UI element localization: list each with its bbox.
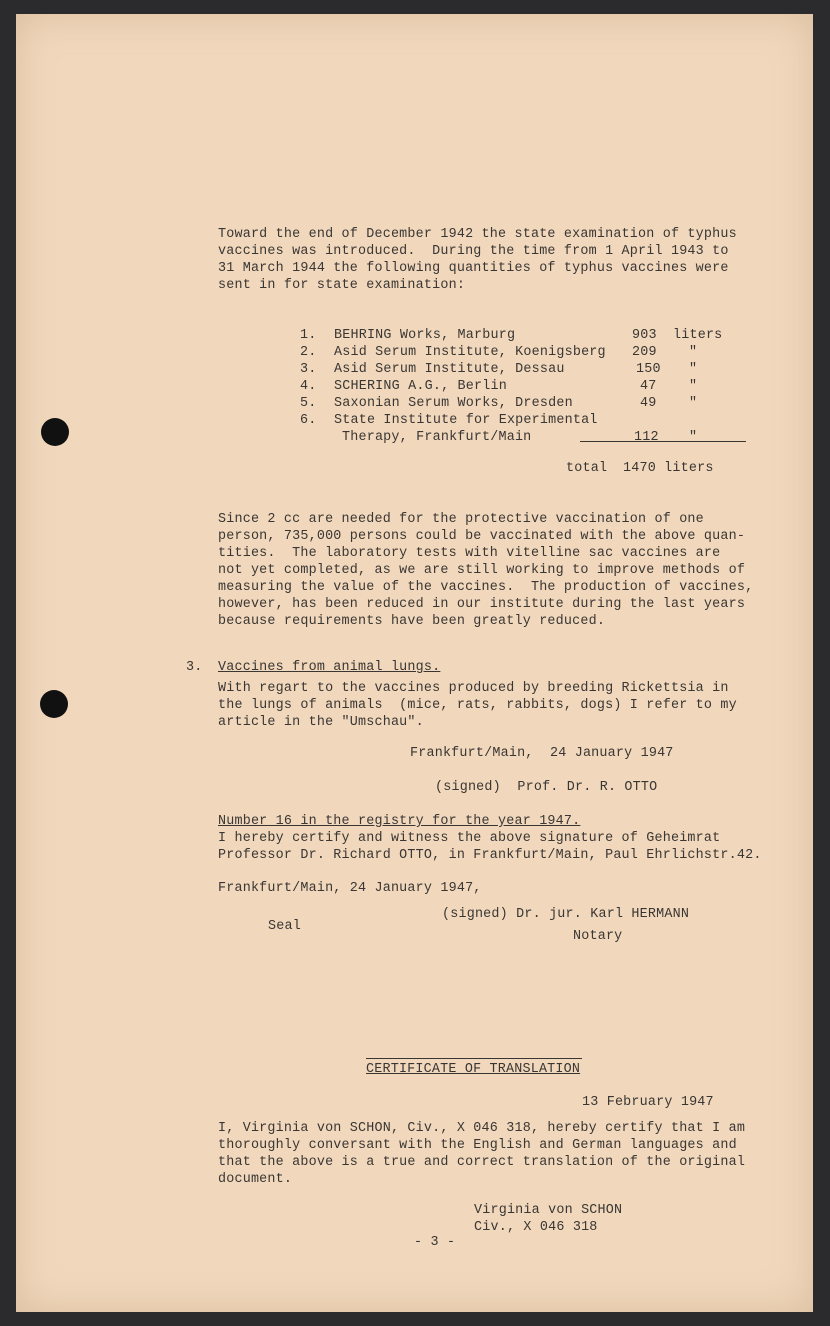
page-number: - 3 -: [414, 1235, 456, 1250]
paragraph-line: because requirements have been greatly reduced.: [218, 614, 606, 629]
table-row-unit: ": [689, 396, 698, 411]
notary-signature: (signed) Dr. jur. Karl HERMANN: [442, 907, 690, 922]
table-row-name: BEHRING Works, Marburg: [334, 328, 516, 343]
table-row-qty: 903: [632, 328, 657, 343]
table-row-num: 6.: [300, 413, 317, 428]
signature-otto: (signed) Prof. Dr. R. OTTO: [435, 780, 658, 795]
paragraph-line: person, 735,000 persons could be vaccinated with the above quan-: [218, 529, 746, 544]
paragraph-line: not yet completed, as we are still working to improve methods of: [218, 563, 746, 578]
table-row-name: Therapy, Frankfurt/Main: [342, 430, 532, 445]
certify-line: I hereby certify and witness the above signature of Geheimrat: [218, 831, 721, 846]
table-row-qty: 150: [636, 362, 661, 377]
intro-line: sent in for state examination:: [218, 278, 466, 293]
table-row-unit: liters: [673, 328, 723, 343]
table-row-name: SCHERING A.G., Berlin: [334, 379, 507, 394]
paragraph-line: measuring the value of the vaccines. The production of vaccines,: [218, 580, 754, 595]
table-row-num: 5.: [300, 396, 317, 411]
punch-hole-bottom: [40, 690, 68, 718]
certificate-date: 13 February 1947: [582, 1095, 714, 1110]
registry-line: Number 16 in the registry for the year 1947.: [218, 814, 581, 829]
table-row-qty: 49: [640, 396, 657, 411]
certificate-line: I, Virginia von SCHON, Civ., X 046 318, hereby certify that I am: [218, 1121, 746, 1136]
translator-name: Virginia von SCHON: [474, 1203, 623, 1218]
table-row-name: Saxonian Serum Works, Dresden: [334, 396, 573, 411]
table-row-qty: 47: [640, 379, 657, 394]
intro-line: Toward the end of December 1942 the state examination of typhus: [218, 227, 737, 242]
table-row-num: 3.: [300, 362, 317, 377]
section-line: article in the "Umschau".: [218, 715, 424, 730]
section-number: 3.: [186, 660, 203, 675]
paragraph-line: Since 2 cc are needed for the protective vaccination of one: [218, 512, 704, 527]
certify-line: Professor Dr. Richard OTTO, in Frankfurt/Main, Paul Ehrlichstr.42.: [218, 848, 762, 863]
cert-title-overline: [366, 1058, 582, 1059]
punch-hole-top: [41, 418, 69, 446]
total-label: total: [566, 461, 608, 476]
table-row-unit: ": [689, 362, 698, 377]
table-row-unit: ": [689, 379, 698, 394]
table-row-unit: ": [689, 430, 698, 445]
intro-line: vaccines was introduced. During the time from 1 April 1943 to: [218, 244, 729, 259]
table-row-qty: 209: [632, 345, 657, 360]
paragraph-line: however, has been reduced in our institute during the last years: [218, 597, 746, 612]
table-row-num: 1.: [300, 328, 317, 343]
translator-id: Civ., X 046 318: [474, 1220, 598, 1235]
table-row-num: 4.: [300, 379, 317, 394]
section-title: Vaccines from animal lungs.: [218, 660, 441, 675]
section-line: With regart to the vaccines produced by breeding Rickettsia in: [218, 681, 729, 696]
total-value: 1470 liters: [623, 461, 714, 476]
notary-place-date: Frankfurt/Main, 24 January 1947,: [218, 881, 482, 896]
table-row-name: State Institute for Experimental: [334, 413, 598, 428]
intro-line: 31 March 1944 the following quantities of typhus vaccines were: [218, 261, 729, 276]
table-row-unit: ": [689, 345, 698, 360]
total-rule: [580, 441, 746, 442]
certificate-title: CERTIFICATE OF TRANSLATION: [366, 1062, 581, 1077]
table-row-qty: 112: [634, 430, 659, 445]
place-date: Frankfurt/Main, 24 January 1947: [410, 746, 674, 761]
certificate-line: thoroughly conversant with the English and German languages and: [218, 1138, 737, 1153]
notary-title: Notary: [573, 929, 623, 944]
table-row-name: Asid Serum Institute, Dessau: [334, 362, 565, 377]
paragraph-line: tities. The laboratory tests with vitelline sac vaccines are: [218, 546, 721, 561]
certificate-line: document.: [218, 1172, 293, 1187]
table-row-num: 2.: [300, 345, 317, 360]
seal-label: Seal: [268, 919, 301, 934]
table-row-name: Asid Serum Institute, Koenigsberg: [334, 345, 606, 360]
certificate-line: that the above is a true and correct translation of the original: [218, 1155, 746, 1170]
section-line: the lungs of animals (mice, rats, rabbits, dogs) I refer to my: [218, 698, 737, 713]
